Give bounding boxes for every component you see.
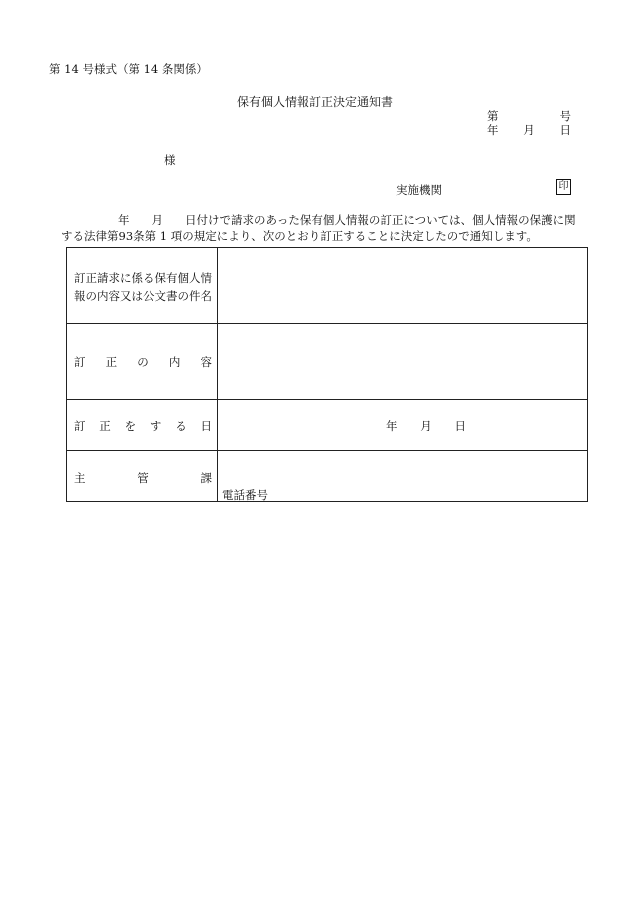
table-row-subject [67,248,588,324]
intro-month: 月 [151,213,163,227]
subject-label: 訂正請求に係る保有個人情報の内容又は公文書の件名 [74,271,212,303]
correction-date-label-cell [67,400,218,451]
table-row-department [67,451,588,502]
label-char: 訂 [74,355,86,369]
table-row-correction-date [67,400,588,451]
correction-date-value-cell[interactable] [218,400,588,451]
intro-line-1 [118,212,576,228]
label-char: 正 [105,355,118,369]
seal-mark: 印 [556,179,571,195]
content-value-cell[interactable] [218,324,588,400]
label-char: 内 [168,355,181,369]
content-label-cell [67,324,218,400]
correction-date-value [386,418,466,434]
phone-label: 電話番号 [222,488,268,502]
content-label [74,354,212,370]
intro-year: 年 [118,213,130,227]
correction-date-label [74,418,212,434]
date-day: 日 [454,419,466,433]
date-month: 月 [523,123,535,137]
label-char: 管 [137,471,149,485]
department-label [74,470,212,486]
label-char: 主 [74,471,86,485]
subject-value-cell[interactable] [218,248,588,324]
number-prefix: 第 [487,109,499,123]
label-char: る [175,419,187,433]
table-row-content [67,324,588,400]
label-char: 正 [99,419,111,433]
document-title: 保有個人情報訂正決定通知書 [236,95,393,109]
label-char: 容 [200,355,212,369]
decision-table [66,247,588,502]
intro-line-2: する法律第93条第 1 項の規定により、次のとおり訂正することに決定したので通知します。 [61,229,538,243]
document-date-line [487,122,571,138]
label-char: す [149,419,162,433]
label-char: 課 [200,471,212,485]
agency-label: 実施機関 [396,183,442,197]
recipient-honorific: 様 [164,153,176,167]
subject-label-cell [67,248,218,324]
label-char: の [137,355,149,369]
form-number: 第 14 号様式（第 14 条関係） [49,62,208,76]
date-day: 日 [559,123,571,137]
number-suffix: 号 [559,109,571,123]
label-char: 訂 [74,419,86,433]
date-month: 月 [420,419,432,433]
label-char: 日 [200,419,212,433]
department-value-cell[interactable] [218,451,588,502]
intro-line1-text: 日付けで請求のあった保有個人情報の訂正については、個人情報の保護に関 [185,213,576,227]
date-year: 年 [386,419,398,433]
department-label-cell [67,451,218,502]
label-char: を [124,419,137,433]
date-year: 年 [487,123,499,137]
